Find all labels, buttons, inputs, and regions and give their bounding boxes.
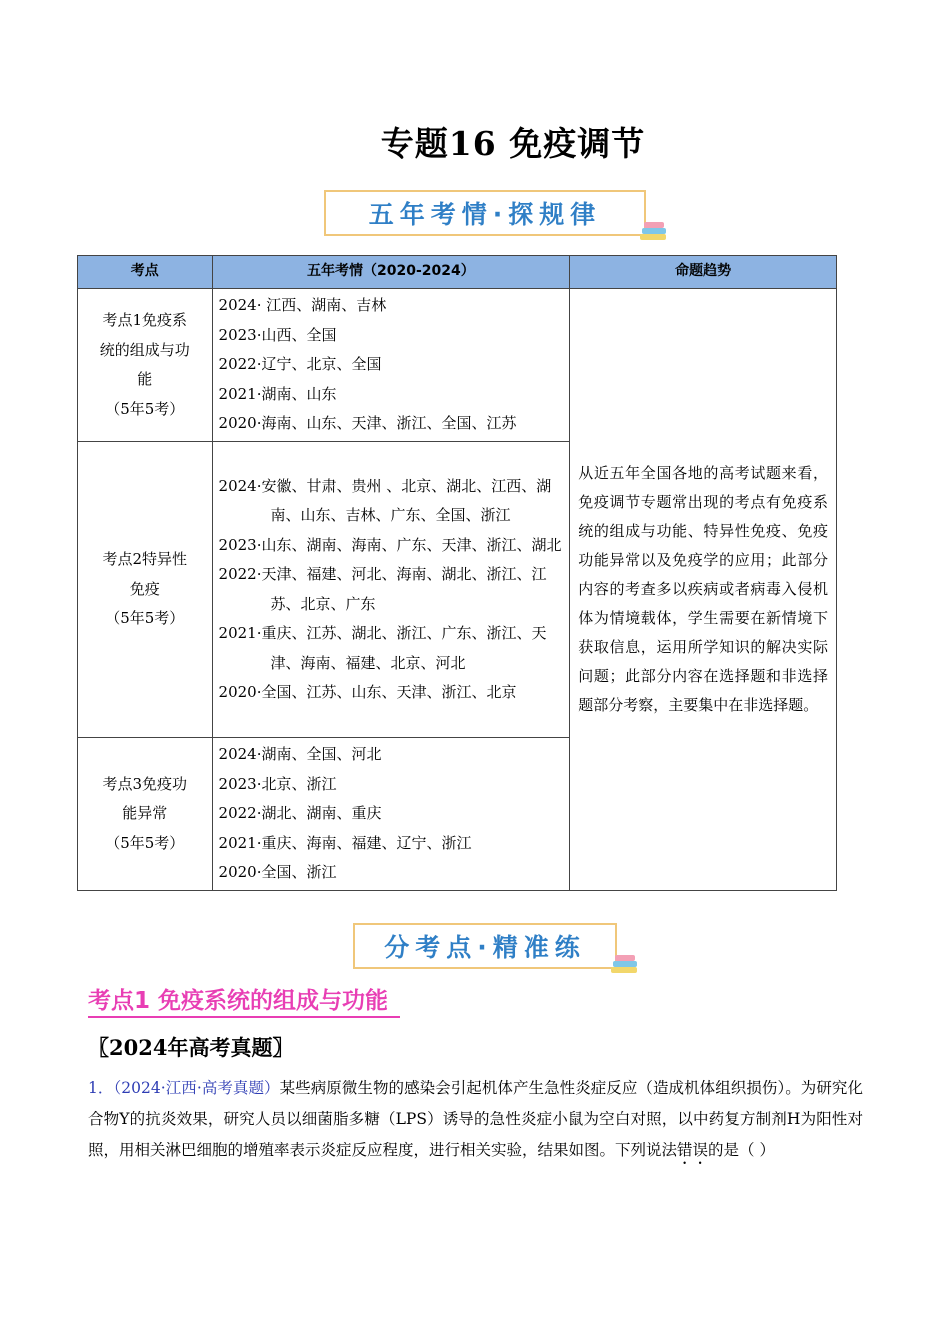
books-icon	[611, 953, 639, 973]
year-line: 2020·全国、江苏、山东、天津、浙江、北京	[218, 683, 517, 701]
year-line: 2023·山东、湖南、海南、广东、天津、浙江、湖北	[218, 535, 562, 554]
kaodian-line: 考点3免疫功	[102, 774, 188, 793]
kaodian-line: 考点1免疫系	[102, 311, 188, 329]
banner-five-year-text: 五年考情·探规律	[368, 200, 602, 229]
year-line: 2023·北京、浙江	[218, 774, 337, 793]
kaodian-line: 能	[137, 370, 153, 388]
books-icon	[640, 220, 668, 240]
years-cell	[212, 289, 570, 442]
banner-practice-text: 分考点·精准练	[384, 933, 586, 962]
kaodian-count: （5年5考）	[105, 609, 185, 628]
banner-practice	[353, 923, 617, 969]
year-line: 2020·全国、浙江	[218, 863, 337, 882]
header-years: 五年考情（2020-2024）	[212, 256, 570, 289]
page-title: 专题16 免疫调节	[380, 124, 646, 163]
kaodian-cell	[78, 289, 213, 442]
year-line: 2021·湖南、山东	[218, 384, 337, 403]
question-body: 某些病原微生物的感染会引起机体产生急性炎症反应（造成机体组织损伤）。为研究化合物Y的抗炎效果，研究人员以细菌脂多糖（LPS）诱导的急性炎症小鼠为空白对照，以中药复方制剂H为阳性对照，用相关淋巴细胞的增殖率表示炎症反应程度，进行相关实验，结果如图。下列说法	[88, 1079, 863, 1159]
years-cell	[212, 442, 570, 738]
section-title: 考点1 免疫系统的组成与功能	[88, 986, 400, 1018]
kaodian-line: 考点2特异性	[102, 550, 188, 569]
kaodian-count: （5年5考）	[105, 399, 185, 418]
kaodian-cell	[78, 738, 213, 891]
question-number: 1．	[88, 1079, 114, 1097]
header-kaodian: 考点	[78, 256, 213, 289]
kaodian-count: （5年5考）	[105, 833, 185, 852]
exam-overview-table	[77, 255, 837, 891]
years-cell	[212, 738, 570, 891]
header-trend: 命题趋势	[570, 256, 837, 289]
table-row	[78, 289, 837, 442]
kaodian-line: 能异常	[122, 804, 168, 823]
kaodian-line: 免疫	[129, 579, 160, 598]
year-line: 2022·辽宁、北京、全国	[218, 355, 382, 374]
trend-cell: 从近五年全国各地的高考试题来看，免疫调节专题常出现的考点有免疫系统的组成与功能、特异性免疫、免疫功能异常以及免疫学的应用；此部分内容的考查多以疾病或者病毒入侵机体为情境载体，学生需要在新情境下获取信息，运用所学知识的解决实际问题；此部分内容在选择题和非选择题部分考察，主要集中在非选择题。	[570, 289, 837, 891]
year-line: 2021·重庆、海南、福建、辽宁、浙江	[218, 833, 472, 852]
kaodian-line: 统的组成与功	[99, 340, 190, 359]
subsection-title: 〖2024年高考真题〗	[88, 1035, 294, 1060]
year-line: 2023·山西、全国	[218, 325, 337, 344]
question-emphasis: 错误	[677, 1141, 709, 1159]
year-line: 2024·湖南、全国、河北	[218, 745, 382, 764]
kaodian-cell	[78, 442, 213, 738]
year-line: 2021·重庆、江苏、湖北、浙江、广东、浙江、天津、海南、福建、北京、河北	[218, 624, 547, 672]
question-1	[88, 1073, 863, 1168]
question-source: （2024·江西·高考真题）	[113, 1079, 280, 1097]
question-tail: 的是（ ）	[708, 1141, 775, 1159]
year-line: 2024· 江西、湖南、吉林	[218, 296, 387, 315]
year-line: 2022·天津、福建、河北、海南、湖北、浙江、江苏、北京、广东	[218, 565, 547, 613]
banner-five-year	[324, 190, 646, 236]
year-line: 2022·湖北、湖南、重庆	[218, 804, 382, 823]
year-line: 2020·海南、山东、天津、浙江、全国、江苏	[218, 414, 517, 433]
year-line: 2024·安徽、甘肃、贵州 、北京、湖北、江西、湖南、山东、吉林、广东、全国、浙江	[218, 476, 552, 524]
